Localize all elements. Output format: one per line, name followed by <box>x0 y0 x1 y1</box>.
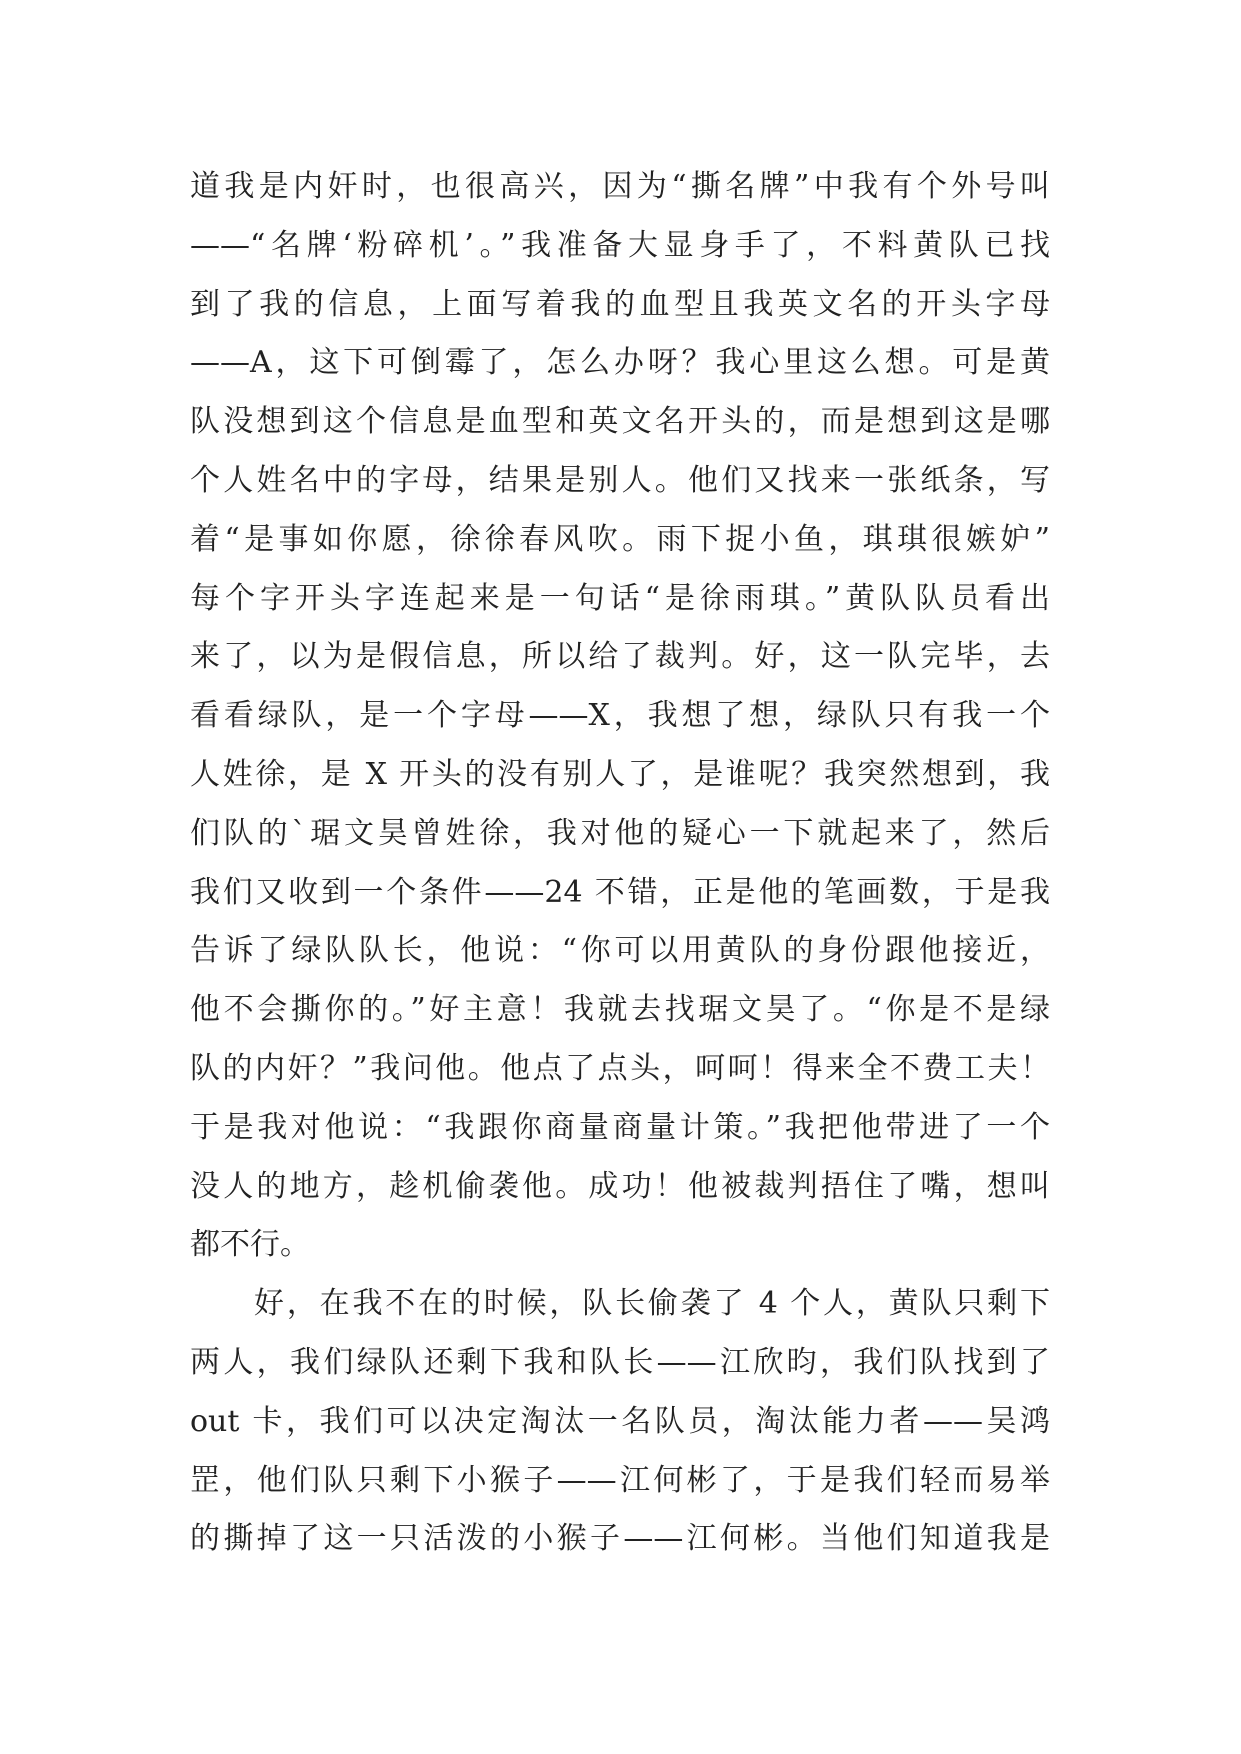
text-line: 的撕掉了这一只活泼的小猴子——江何彬。当他们知道我是 <box>190 1521 1050 1557</box>
text-line: ——“名牌‘粉碎机’。”我准备大显身手了，不料黄队已找 <box>190 227 1050 263</box>
text-line: 告诉了绿队队长，他说：“你可以用黄队的身份跟他接近， <box>190 933 1050 969</box>
text-line: out 卡，我们可以决定淘汰一名队员，淘汰能力者——吴鸿 <box>190 1403 1050 1439</box>
text-line: 每个字开头字连起来是一句话“是徐雨琪。”黄队队员看出 <box>190 580 1050 616</box>
text-line: 看看绿队，是一个字母——X，我想了想，绿队只有我一个 <box>190 698 1050 734</box>
text-line: 罡，他们队只剩下小猴子——江何彬了，于是我们轻而易举 <box>190 1462 1050 1498</box>
text-line: 两人，我们绿队还剩下我和队长——江欣昀，我们队找到了 <box>190 1344 1050 1380</box>
text-line: 队的内奸？”我问他。他点了点头，呵呵！得来全不费工夫！ <box>190 1050 1050 1086</box>
text-line: 人姓徐，是 X 开头的没有别人了，是谁呢？我突然想到，我 <box>190 756 1050 792</box>
text-line: 道我是内奸时，也很高兴，因为“撕名牌”中我有个外号叫 <box>190 169 1050 204</box>
text-line: 到了我的信息，上面写着我的血型且我英文名的开头字母 <box>190 286 1050 322</box>
text-line: 个人姓名中的字母，结果是别人。他们又找来一张纸条，写 <box>190 462 1050 498</box>
text-line: 他不会撕你的。”好主意！我就去找琚文昊了。“你是不是绿 <box>190 992 1050 1028</box>
text-line: 都不行。 <box>190 1227 310 1263</box>
paragraph-start-line: 好，在我不在的时候，队长偷袭了 4 个人，黄队只剩下 <box>254 1286 1050 1322</box>
text-line: 队没想到这个信息是血型和英文名开头的，而是想到这是哪 <box>190 404 1050 440</box>
text-line: 于是我对他说：“我跟你商量商量计策。”我把他带进了一个 <box>190 1109 1050 1145</box>
text-line: 没人的地方，趁机偷袭他。成功！他被裁判捂住了嘴，想叫 <box>190 1168 1050 1204</box>
text-line: 着“是事如你愿，徐徐春风吹。雨下捉小鱼，琪琪很嫉妒” <box>190 521 1050 557</box>
text-line: 来了，以为是假信息，所以给了裁判。好，这一队完毕，去 <box>190 639 1050 675</box>
text-line: 们队的`琚文昊曾姓徐，我对他的疑心一下就起来了，然后 <box>190 815 1050 851</box>
text-line: ——A，这下可倒霉了，怎么办呀？我心里这么想。可是黄 <box>190 345 1050 381</box>
body-text <box>190 158 1050 1569</box>
text-line: 我们又收到一个条件——24 不错，正是他的笔画数，于是我 <box>190 874 1050 910</box>
